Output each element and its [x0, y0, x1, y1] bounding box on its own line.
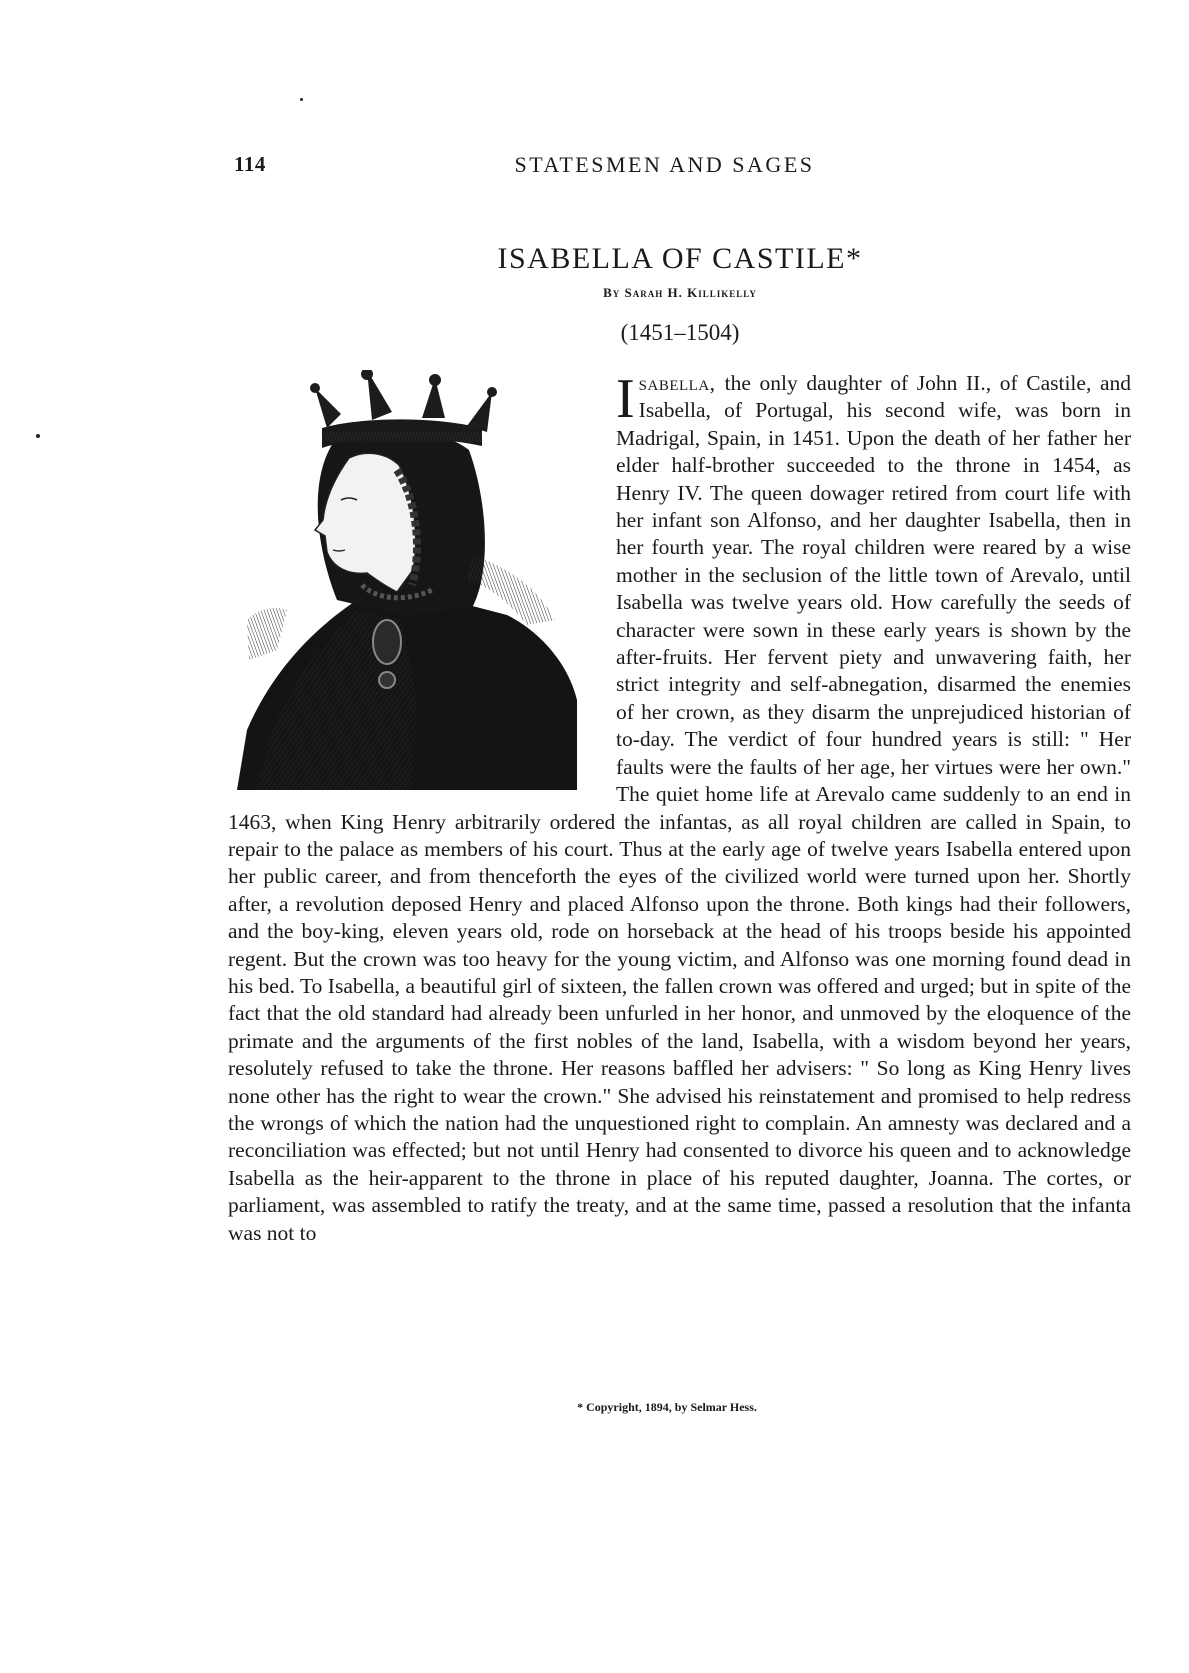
life-dates: (1451–1504): [620, 320, 740, 345]
margin-speck: [300, 98, 303, 101]
drop-cap: I: [616, 368, 635, 430]
running-title: STATESMEN AND SAGES: [514, 152, 815, 177]
page-number: 114: [234, 152, 266, 176]
portrait-space: [228, 370, 616, 788]
article-body: [228, 370, 1131, 1247]
copyright-footnote: * Copyright, 1894, by Selmar Hess.: [577, 1400, 757, 1414]
article-title: ISABELLA OF CASTILE*: [497, 242, 863, 275]
lead-word: sabella,: [638, 371, 725, 395]
margin-speck: [36, 434, 40, 438]
byline: By Sarah H. Killikelly: [603, 285, 757, 300]
body-text: the only daughter of John II., of Castile, and Isabella, of Portugal, his second wife, was born in Madrigal, Spain, in 1451. Upon the death of her father her elder half-brother succeeded to the throne in 1454, as Henry IV. The queen dowager retired from court life with her infant son Alfonso, and her daughter Isabella, then in her fourth year. The royal children were reared by a wise mother in the seclusion of the little town of Arevalo, until Isabella was twelve years old. How carefully the seeds of character were sown in these early years is shown by the after-fruits. Her fervent piety and unwavering faith, her strict integrity and self-abnegation, disarmed the enemies of her crown, as they disarm the unprejudiced historian of to-day. The verdict of four hundred years is still: " Her faults were the faults of her age, her virtues were her own." The quiet home life at Arevalo came suddenly to an end in 1463, when King Henry arbitrarily ordered the infantas, as all royal children are called in Spain, to repair to the palace as members of his court. Thus at the early age of twelve years Isabella entered upon her public career, and from thenceforth the eyes of the civilized world were turned upon her. Shortly after, a revolution deposed Henry and placed Alfonso upon the throne. Both kings had their followers, and the boy-king, eleven years old, rode on horseback at the head of his troops beside his appointed regent. But the crown was too heavy for the young victim, and Alfonso was one morning found dead in his bed. To Isabella, a beautiful girl of sixteen, the fallen crown was offered and urged; but in spite of the fact that the old standard had already been unfurled in her honor, and unmoved by the eloquence of the primate and the arguments of the first nobles of the land, Isabella, with a wisdom beyond her years, resolutely refused to take the throne. Her reasons baffled her advisers: " So long as King Henry lives none other has the right to wear the crown." She advised his reinstatement and promised to help redress the wrongs of which the nation had the unquestioned right to complain. An amnesty was declared and a reconciliation was effected; but not until Henry had consented to divorce his queen and to acknowledge Isabella as the heir-apparent to the throne in place of his reputed daughter, Joanna. The cortes, or parliament, was assembled to ratify the treaty, and at the same time, passed a resolution that the infanta was not to: [228, 371, 1131, 1245]
